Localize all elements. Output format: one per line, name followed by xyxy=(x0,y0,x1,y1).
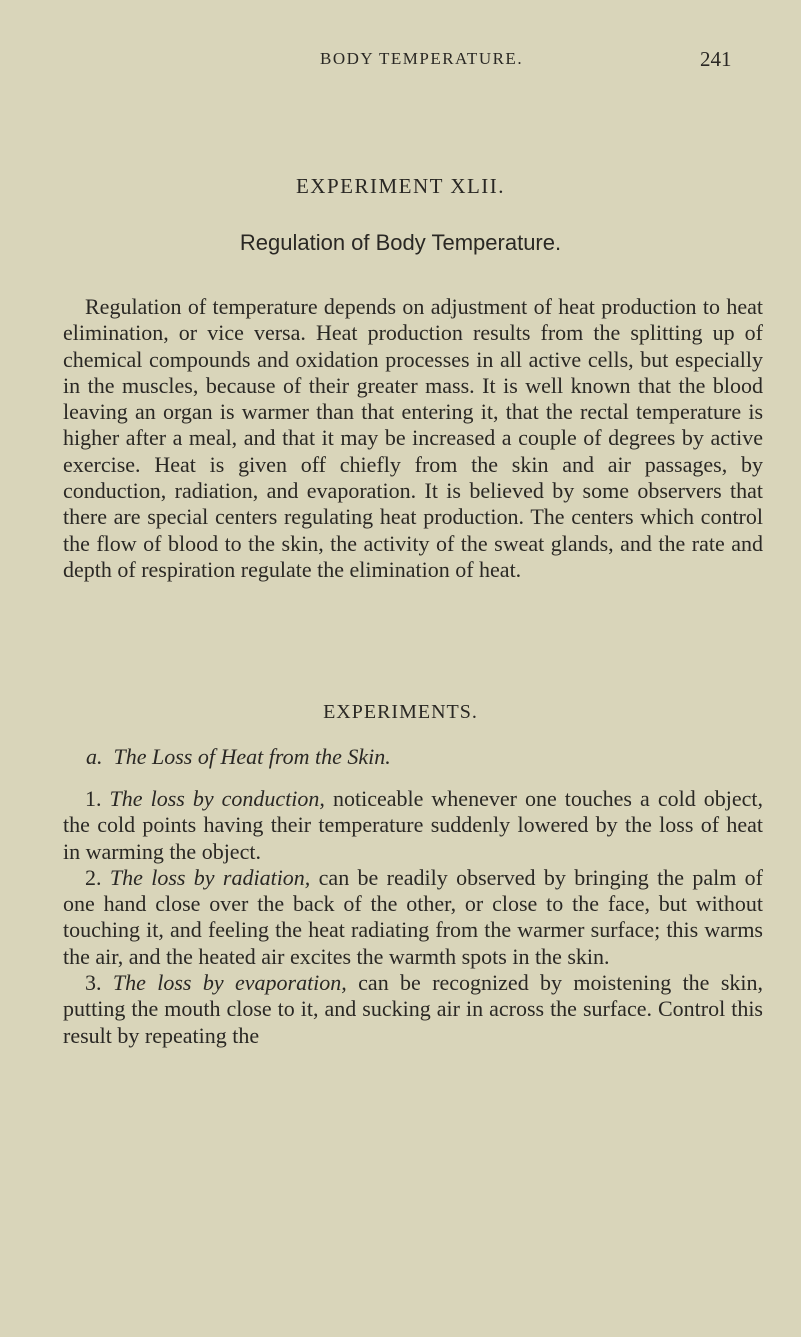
experiment-items xyxy=(63,786,763,1049)
item-title: The loss by evaporation, xyxy=(112,970,347,996)
intro-paragraph: Regulation of temperature depends on adjustment of heat production to heat elimination, or vice versa. Heat production results from the splitting up of chemical compounds and oxidation processes in all active cells, but especially in the muscles, because of their greater mass. It is well known that the blood leaving an organ is warmer than that entering it, that the rectal temperature is higher after a meal, and that it may be increased a couple of degrees by active exercise. Heat is given off chiefly from the skin and air passages, by conduction, radiation, and evaporation. It is believed by some observers that there are special centers regulating heat production. The centers which control the flow of blood to the skin, the activity of the sweat glands, and the rate and depth of respiration regulate the elimination of heat. xyxy=(63,294,763,582)
experiment-item-2 xyxy=(63,865,763,970)
item-text: can be recognized by moistening the skin, putting the mouth close to it, and sucking air in across the surface. Control this result by repeating the xyxy=(63,970,763,1048)
item-number: 3. xyxy=(85,970,102,996)
experiment-subtitle: Regulation of Body Temperature. xyxy=(239,230,562,255)
page-number: 241 xyxy=(700,47,732,71)
item-text: noticeable whenever one touches a cold object, the cold points having their temperature suddenly lowered by the loss of heat in warming the object. xyxy=(63,786,763,864)
section-a-heading xyxy=(86,744,391,770)
running-head xyxy=(0,47,801,75)
intro-section xyxy=(63,294,763,583)
item-title: The loss by conduction, xyxy=(109,786,325,811)
item-number: 2. xyxy=(85,864,102,890)
section-letter: a. xyxy=(86,744,103,769)
running-title: BODY TEMPERATURE. xyxy=(320,49,524,68)
item-text: can be readily observed by bringing the palm of one hand close over the back of the other, or close to the face, but without touching it, and feeling the heat radiating from the warmer surface; this warms the air, and the heated air excites the warmth spots in the skin. xyxy=(63,864,763,969)
experiment-item-3 xyxy=(63,970,763,1049)
experiment-item-1 xyxy=(63,786,763,865)
section-title: The Loss of Heat from the Skin. xyxy=(113,744,391,769)
item-number: 1. xyxy=(85,786,102,811)
item-title: The loss by radiation, xyxy=(109,864,311,890)
experiments-heading: EXPERIMENTS. xyxy=(323,701,478,723)
experiment-title: EXPERIMENT XLII. xyxy=(295,174,506,198)
